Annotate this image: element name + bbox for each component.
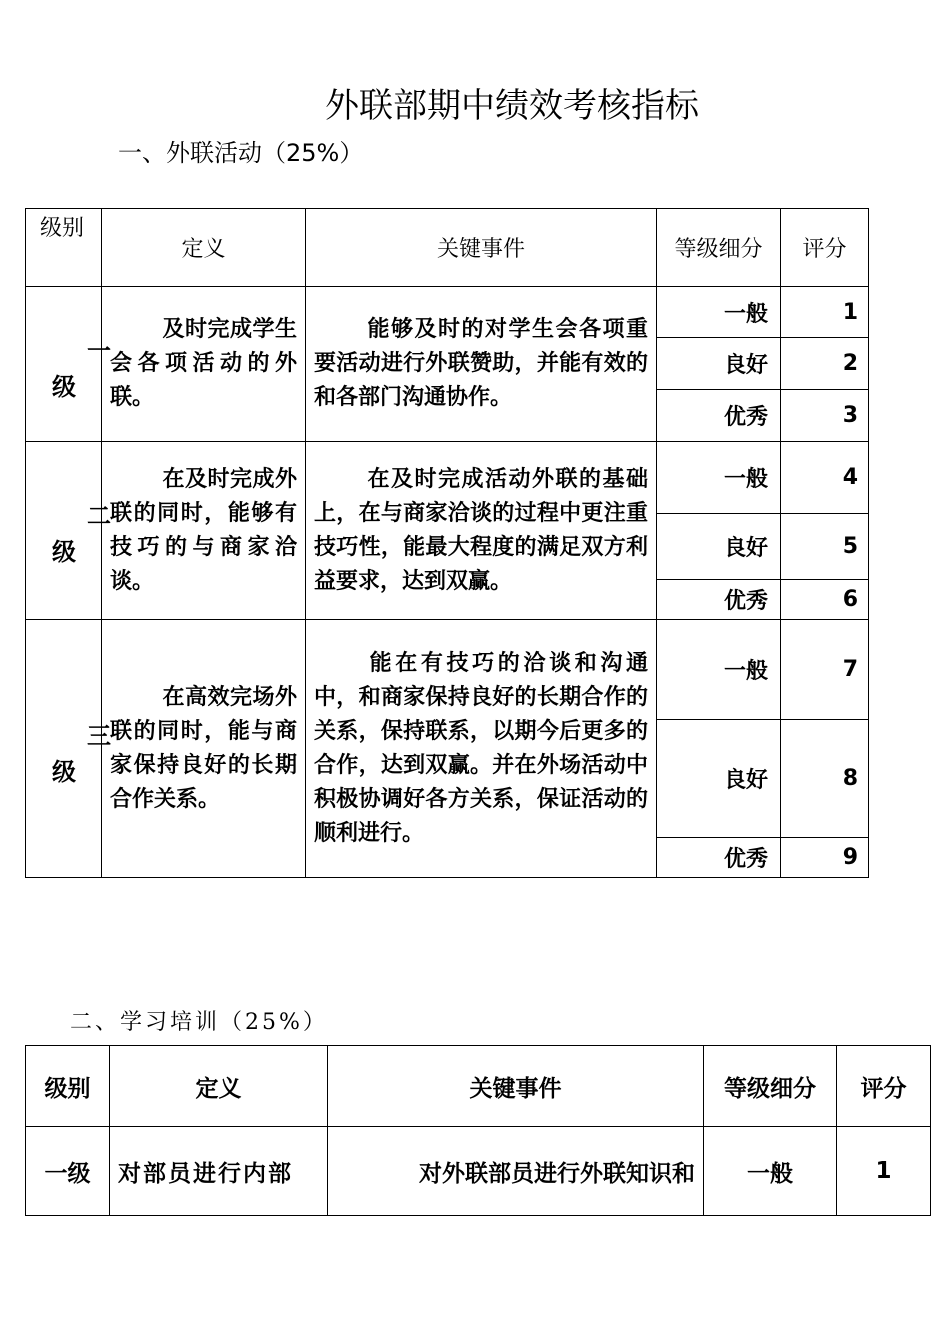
header-grade: 等级细分 [704,1046,837,1127]
key-events-cell: 能在有技巧的洽谈和沟通中，和商家保持良好的长期合作的关系，保持联系，以期今后更多的合作，达到双赢。并在外场活动中积极协调好各方关系，保证活动的顺利进行。 [306,620,657,878]
grade-cell: 良好 [657,338,781,390]
level-cell [26,442,111,620]
definition-cell: 在及时完成外联的同时，能够有技巧的与商家洽谈。 [102,442,306,620]
grade-cell: 一般 [657,442,781,514]
score-cell: 5 [781,514,869,580]
header-level: 级别 [26,209,102,287]
grade-cell: 优秀 [657,390,781,442]
level-number: 三 [87,722,111,750]
section-heading-training: 二、学习培训（25%） [70,1010,328,1035]
header-score: 评分 [781,209,869,287]
level-cell: 一级 [26,1127,110,1216]
key-events-cell: 能够及时的对学生会各项重要活动进行外联赞助，并能有效的和各部门沟通协作。 [306,287,657,442]
level-suffix: 级 [52,373,76,401]
level-suffix: 级 [52,758,76,786]
header-key-events: 关键事件 [306,209,657,287]
grade-cell: 优秀 [657,580,781,620]
table-header-row [26,1046,931,1127]
definition-cell: 对部员进行内部 [110,1127,328,1216]
grade-cell: 一般 [704,1127,837,1216]
header-score: 评分 [837,1046,931,1127]
table-row [26,620,869,720]
key-events-cell: 在及时完成活动外联的基础上，在与商家洽谈的过程中更注重技巧性，能最大程度的满足双方利益要求，达到双赢。 [306,442,657,620]
definition-cell: 在高效完场外联的同时，能与商家保持良好的长期合作关系。 [102,620,306,878]
score-cell: 6 [781,580,869,620]
header-definition: 定义 [102,209,306,287]
grade-cell: 一般 [657,620,781,720]
training-kpi-table [25,1045,931,1216]
score-cell: 2 [781,338,869,390]
grade-cell: 优秀 [657,838,781,878]
grade-cell: 一般 [657,287,781,338]
key-events-cell: 对外联部员进行外联知识和 [328,1127,704,1216]
level-number: 一 [87,337,111,365]
score-cell: 8 [781,720,869,838]
grade-cell: 良好 [657,514,781,580]
level-number: 二 [87,502,111,530]
table-row [26,1127,931,1216]
score-cell: 9 [781,838,869,878]
header-definition: 定义 [110,1046,328,1127]
header-level: 级别 [26,1046,110,1127]
section-heading-outreach: 一、外联活动（25%） [118,139,364,167]
score-cell: 1 [837,1127,931,1216]
header-key-events: 关键事件 [328,1046,704,1127]
grade-cell: 良好 [657,720,781,838]
level-suffix: 级 [52,538,76,566]
score-cell: 4 [781,442,869,514]
definition-cell: 及时完成学生会各项活动的外联。 [102,287,306,442]
level-cell [26,287,111,442]
table-row [26,287,869,338]
table-row [26,442,869,514]
score-cell: 7 [781,620,869,720]
document-title: 外联部期中绩效考核指标 [325,86,699,126]
table-header-row [26,209,869,287]
level-cell [26,620,111,878]
outreach-kpi-table [25,208,869,878]
header-grade: 等级细分 [657,209,781,287]
score-cell: 1 [781,287,869,338]
score-cell: 3 [781,390,869,442]
